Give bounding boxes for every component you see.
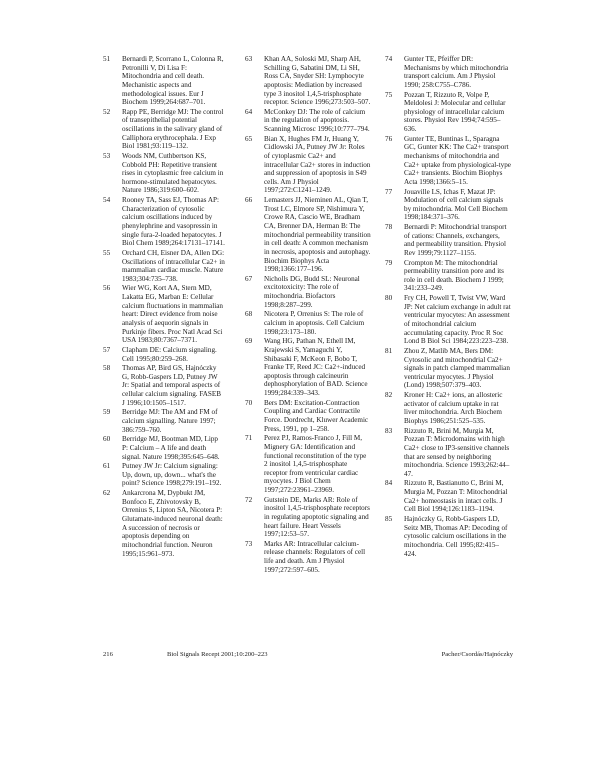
reference-item xyxy=(245,108,371,134)
reference-text: Gutstein DE, Marks AR: Role of inositol 1,4,5-trisphosphate receptors in regulating apoptotic signaling and heart failure. Heart Vessels 1997;12:53–57. xyxy=(264,495,370,539)
reference-item xyxy=(103,408,225,434)
reference-text: Gunter TE, Buntinas L, Sparagna GC, Gunter KK: The Ca2+ transport mechanisms of mitochondria and Ca2+ uptake from physiological-type Ca2+ transients. Biochim Biophys Acta 1998;1366:5–15. xyxy=(404,134,511,186)
reference-item xyxy=(103,346,225,363)
reference-number: 77 xyxy=(385,187,393,196)
reference-item xyxy=(103,249,225,284)
reference-item xyxy=(385,427,511,479)
reference-text: Wier WG, Kort AA, Stern MD, Lakatta EG, Marban E: Cellular calcium fluctuations in mammalian heart: Direct evidence from noise analysis of aequorin signals in Purkinje fibers. Proc Natl Acad Sci USA 1983;80:7367–7371. xyxy=(122,284,223,345)
reference-number: 52 xyxy=(103,107,111,116)
reference-text: Perez PJ, Ramos-Franco J, Fill M, Mignery GA: Identification and functional reconstitution of the type 2 inositol 1,4,5-trisphosphate receptor from ventricular cardiac myocytes. J Biol Chem 1997;272:23961–23969. xyxy=(264,434,367,494)
reference-item xyxy=(385,91,511,134)
page-footer xyxy=(103,650,513,660)
reference-number: 85 xyxy=(385,515,393,524)
reference-number: 60 xyxy=(103,435,111,444)
reference-column-left xyxy=(103,55,225,559)
reference-number: 80 xyxy=(385,294,393,303)
reference-item xyxy=(385,188,511,223)
reference-text: Nicholls DG, Budd SL: Neuronal excitotoxicity: The role of mitochondria. Biofactors 1998;8:287–299. xyxy=(264,274,360,309)
reference-text: Rizzuto R, Brini M, Murgia M, Pozzan T: Microdomains with high Ca2+ close to IP3-sensitive channels that are sensed by neighboring mitochondria. Science 1993;262:44–47. xyxy=(404,426,510,478)
reference-text: Lemasters JJ, Nieminen AL, Qian T, Trost LC, Elmore SP, Nishimura Y, Crowe RA, Cascio WE, Bradham CA, Brenner DA, Herman B: The mitochondrial permeability transition in cell death: A common mechanism in necrosis, apoptosis and autophagy. Biochim Biophys Acta 1998;1366:177–196. xyxy=(264,196,371,274)
reference-text: Thomas AP, Bird GS, Hajnóczky G, Robb-Gaspers LD, Putney JW Jr: Spatial and temporal aspects of cellular calcium signaling. FASEB J 1996;10:1505–1517. xyxy=(122,364,222,407)
reference-item xyxy=(245,55,371,107)
reference-item xyxy=(103,284,225,344)
reference-number: 73 xyxy=(245,539,253,548)
reference-number: 64 xyxy=(245,107,253,116)
reference-item xyxy=(245,135,371,195)
reference-number: 70 xyxy=(245,398,253,407)
reference-text: Pozzan T, Rizzuto R, Volpe P, Meldolesi J: Molecular and cellular physiology of intracellular calcium stores. Physiol Rev 1994;74:595–636. xyxy=(404,90,506,134)
page-number: 216 xyxy=(103,651,113,658)
reference-number: 69 xyxy=(245,337,253,346)
reference-number: 78 xyxy=(385,223,393,232)
reference-item xyxy=(385,135,511,187)
reference-number: 65 xyxy=(245,134,253,143)
reference-text: Bernardi P, Scorrano L, Colonna R, Petronilli V, Di Lisa F: Mitochondria and cell death. Mechanistic aspects and methodological issues. Eur J Biochem 1999;264:687–701. xyxy=(122,55,224,107)
reference-item xyxy=(385,347,511,390)
reference-item xyxy=(385,294,511,346)
reference-number: 59 xyxy=(103,408,111,417)
reference-text: Bers DM: Excitation-Contraction Coupling and Cardiac Contractile Force. Dordrecht, Kluwer Academic Press, 1991, pp 1–258. xyxy=(264,398,369,433)
reference-text: Wang HG, Pathan N, Ethell IM, Krajewski S, Yamaguchi Y, Shibasaki F, McKeon F, Bobo T, Franke TF, Reed JC: Ca2+-induced apoptosis through calcineurin dephosphorylation of BAD. Science 1999;284:339–343. xyxy=(264,337,368,398)
reference-text: Gunter TE, Pfeiffer DR: Mechanisms by which mitochondria transport calcium. Am J Physiol 1990; 258:C755–C786. xyxy=(404,55,509,89)
reference-text: Bernardi P: Mitochondrial transport of cations: Channels, exchangers, and permeability transition. Physiol Rev 1999;79:1127–1155. xyxy=(404,223,507,257)
reference-item xyxy=(245,434,371,494)
reference-number: 79 xyxy=(385,258,393,267)
reference-item xyxy=(245,540,371,575)
reference-number: 82 xyxy=(385,391,393,400)
reference-item xyxy=(103,152,225,195)
reference-text: Woods NM, Cuthbertson KS, Cobbold PH: Repetitive transient rises in cytoplasmic free calcium in hormone-stimulated hepatocytes. Nature 1986;319:600–602. xyxy=(122,151,224,195)
reference-text: Putney JW Jr: Calcium signaling: Up, down, up, down... what's the point? Science 1998;279:191–192. xyxy=(122,462,222,488)
reference-text: Orchard CH, Eisner DA, Allen DG: Oscillations of intracellular Ca2+ in mammalian cardiac muscle. Nature 1983;304:735–738. xyxy=(122,248,225,283)
reference-text: Berridge MJ, Bootman MD, Lipp P: Calcium – A life and death signal. Nature 1998;395:645–648. xyxy=(122,435,220,461)
reference-number: 83 xyxy=(385,426,393,435)
reference-item xyxy=(245,399,371,434)
reference-item xyxy=(385,223,511,258)
reference-text: Khan AA, Soloski MJ, Sharp AH, Schilling G, Sabatini DM, Li SH, Ross CA, Snyder SH: Lymphocyte apoptosis: Mediation by increased type 3 inositol 1,4,5-trisphosphate receptor. Science 1996;273:503–507. xyxy=(264,55,371,107)
reference-number: 57 xyxy=(103,345,111,354)
reference-item xyxy=(103,489,225,558)
reference-number: 76 xyxy=(385,134,393,143)
running-authors: Pacher/Csordás/Hajnóczky xyxy=(441,651,513,658)
reference-number: 58 xyxy=(103,364,111,373)
reference-column-middle xyxy=(245,55,371,575)
journal-citation: Biol Signals Recept 2001;10:200–223 xyxy=(167,651,268,658)
reference-item xyxy=(245,196,371,274)
reference-number: 84 xyxy=(385,479,393,488)
reference-text: Clapham DE: Calcium signaling. Cell 1995;80:259–268. xyxy=(122,345,217,363)
reference-text: Fry CH, Powell T, Twist VW, Ward JP: Net calcium exchange in adult rat ventricular myocytes: An assessment of mitochondrial calcium accumulating capacity. Proc R Soc Lond B Biol Sci 1984;223:223–238. xyxy=(404,294,511,346)
reference-text: Nicotera P, Orrenius S: The role of calcium in apoptosis. Cell Calcium 1998;23:173–180. xyxy=(264,310,365,336)
reference-column-right xyxy=(385,55,511,559)
reference-number: 51 xyxy=(103,55,111,63)
reference-item xyxy=(385,55,511,90)
reference-number: 81 xyxy=(385,346,393,355)
reference-text: Rapp PE, Berridge MJ: The control of transepithelial potential oscillations in the salivary gland of Calliphora erythrocephala. J Exp Biol 1981;93:119–132. xyxy=(122,107,224,151)
reference-number: 68 xyxy=(245,310,253,319)
reference-item xyxy=(245,310,371,336)
reference-text: Berridge MJ: The AM and FM of calcium signalling. Nature 1997; 386:759–760. xyxy=(122,408,218,434)
reference-text: Crompton M: The mitochondrial permeability transition pore and its role in cell death. Biochem J 1999; 341:233–249. xyxy=(404,258,504,293)
reference-item xyxy=(385,479,511,514)
reference-item xyxy=(245,337,371,397)
reference-item xyxy=(385,515,511,558)
reference-item xyxy=(385,259,511,294)
reference-number: 72 xyxy=(245,495,253,504)
reference-number: 66 xyxy=(245,196,253,205)
reference-number: 75 xyxy=(385,90,393,99)
reference-item xyxy=(103,55,225,107)
reference-item xyxy=(103,108,225,151)
reference-number: 74 xyxy=(385,55,393,63)
reference-text: Marks AR: Intracellular calcium-release channels: Regulators of cell life and death. Am J Physiol 1997;272:597–605. xyxy=(264,539,366,574)
reference-item xyxy=(103,196,225,248)
reference-number: 67 xyxy=(245,274,253,283)
reference-item xyxy=(245,275,371,310)
reference-number: 61 xyxy=(103,462,111,471)
reference-text: McConkey DJ: The role of calcium in the regulation of apoptosis. Scanning Microsc 1996;10:777–794. xyxy=(264,107,370,134)
reference-item xyxy=(103,462,225,488)
reference-text: Hajnóczky G, Robb-Gaspers LD, Seitz MB, Thomas AP: Decoding of cytosolic calcium oscillations in the mitochondria. Cell 1995;82:415–424. xyxy=(404,515,508,558)
reference-number: 71 xyxy=(245,434,253,443)
reference-text: Rizzuto R, Bastianutto C, Brini M, Murgia M, Pozzan T: Mitochondrial Ca2+ homeostasis in intact cells. J Cell Biol 1994;126:1183–1194. xyxy=(404,479,508,514)
reference-number: 54 xyxy=(103,196,111,205)
reference-text: Ankarcrona M, Dypbukt JM, Bonfoco E, Zhivotovsky B, Orrenius S, Lipton SA, Nicotera P: Glutamate-induced neuronal death: A succession of necrosis or apoptosis depending on mitochondrial function. Neuron 1995;15:961–973. xyxy=(122,489,223,558)
reference-text: Jouaville LS, Ichas F, Mazat JP: Modulation of cell calcium signals by mitochondria. Mol Cell Biochem 1998;184:371–376. xyxy=(404,187,508,222)
reference-number: 63 xyxy=(245,55,253,63)
reference-item xyxy=(103,435,225,461)
reference-item xyxy=(385,391,511,426)
reference-text: Kroner H: Ca2+ ions, an allosteric activator of calcium uptake in rat liver mitochondria. Arch Biochem Biophys 1986;251:525–535. xyxy=(404,391,503,425)
reference-text: Bian X, Hughes FM Jr, Huang Y, Cidlowski JA, Putney JW Jr: Roles of cytoplasmic Ca2+ and intracellular Ca2+ stores in induction and suppression of apoptosis in S49 cells. Am J Physiol 1997;272:C1241–1249. xyxy=(264,134,371,195)
reference-item xyxy=(245,496,371,539)
reference-number: 62 xyxy=(103,489,111,498)
reference-number: 55 xyxy=(103,248,111,257)
reference-number: 56 xyxy=(103,284,111,293)
reference-text: Rooney TA, Sass EJ, Thomas AP: Characterization of cytosolic calcium oscillations induced by phenylephrine and vasopressin in single fura-2-loaded hepatocytes. J Biol Chem 1989;264:17131–17141. xyxy=(122,196,225,248)
reference-number: 53 xyxy=(103,151,111,160)
reference-text: Zhou Z, Matlib MA, Bers DM: Cytosolic and mitochondrial Ca2+ signals in patch clamped mammalian ventricular myocytes. J Physiol (Lond) 1998;507:379–403. xyxy=(404,346,510,390)
reference-item xyxy=(103,364,225,407)
